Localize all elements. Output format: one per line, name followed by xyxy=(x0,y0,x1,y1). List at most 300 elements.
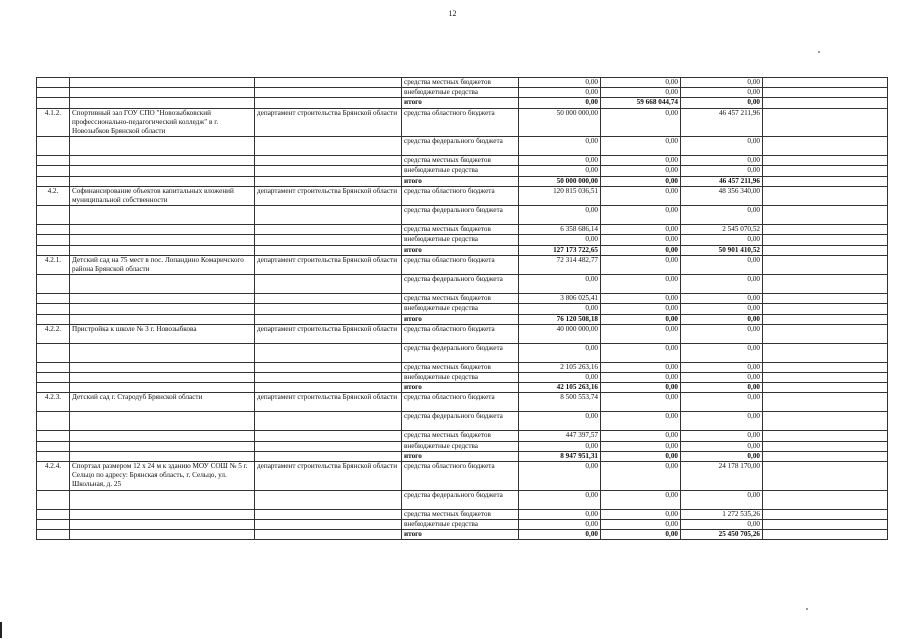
notes-cell xyxy=(763,462,888,491)
responsible-executor-cell xyxy=(255,362,402,372)
amount-year-2-cell: 0,00 xyxy=(601,490,681,509)
funding-source-cell: средства областного бюджета xyxy=(402,393,519,412)
amount-year-1-cell: 0,00 xyxy=(519,88,601,98)
object-name-cell xyxy=(70,509,255,519)
funding-source-cell: внебюджетные средства xyxy=(402,304,519,314)
amount-year-3-cell: 0,00 xyxy=(681,519,763,529)
table-row xyxy=(37,519,888,529)
table-row xyxy=(37,88,888,98)
amount-year-2-cell: 0,00 xyxy=(601,156,681,166)
funding-source-cell: средства федерального бюджета xyxy=(402,275,519,294)
amount-year-3-cell: 46 457 211,96 xyxy=(681,108,763,137)
responsible-executor-cell xyxy=(255,304,402,314)
amount-year-3-cell: 0,00 xyxy=(681,156,763,166)
table-row xyxy=(37,235,888,245)
table-row xyxy=(37,225,888,235)
amount-year-2-cell: 0,00 xyxy=(601,255,681,274)
table-row xyxy=(37,412,888,431)
amount-year-1-cell: 0,00 xyxy=(519,78,601,88)
funding-source-cell: внебюджетные средства xyxy=(402,166,519,176)
amount-year-1-cell: 447 397,57 xyxy=(519,431,601,441)
amount-year-3-cell: 0,00 xyxy=(681,393,763,412)
notes-cell xyxy=(763,156,888,166)
row-code-cell xyxy=(37,530,70,540)
funding-source-cell: средства областного бюджета xyxy=(402,255,519,274)
total-row xyxy=(37,176,888,186)
amount-year-2-cell: 0,00 xyxy=(601,245,681,255)
table-row xyxy=(37,441,888,451)
table-row xyxy=(37,373,888,383)
row-code-cell xyxy=(37,519,70,529)
amount-year-2-cell: 0,00 xyxy=(601,176,681,186)
amount-year-3-cell: 1 272 535,26 xyxy=(681,509,763,519)
amount-year-1-cell: 50 000 000,00 xyxy=(519,176,601,186)
row-code-cell xyxy=(37,225,70,235)
amount-year-3-cell: 0,00 xyxy=(681,383,763,393)
amount-year-2-cell: 0,00 xyxy=(601,324,681,343)
notes-cell xyxy=(763,304,888,314)
notes-cell xyxy=(763,78,888,88)
responsible-executor-cell xyxy=(255,343,402,362)
row-code-cell xyxy=(37,78,70,88)
notes-cell xyxy=(763,225,888,235)
amount-year-1-cell: 0,00 xyxy=(519,462,601,491)
amount-year-3-cell: 0,00 xyxy=(681,324,763,343)
notes-cell xyxy=(763,275,888,294)
row-code-cell xyxy=(37,490,70,509)
notes-cell xyxy=(763,393,888,412)
row-code-cell xyxy=(37,304,70,314)
amount-year-2-cell: 0,00 xyxy=(601,441,681,451)
total-row xyxy=(37,530,888,540)
notes-cell xyxy=(763,88,888,98)
row-code-cell xyxy=(37,431,70,441)
responsible-executor-cell xyxy=(255,78,402,88)
amount-year-1-cell: 3 806 025,41 xyxy=(519,294,601,304)
funding-source-cell: итого xyxy=(402,245,519,255)
amount-year-2-cell: 0,00 xyxy=(601,343,681,362)
object-name-cell: Детский сад г. Стародуб Брянской области xyxy=(70,393,255,412)
amount-year-3-cell: 0,00 xyxy=(681,431,763,441)
funding-source-cell: средства местных бюджетов xyxy=(402,509,519,519)
notes-cell xyxy=(763,166,888,176)
notes-cell xyxy=(763,98,888,108)
funding-source-cell: внебюджетные средства xyxy=(402,441,519,451)
row-code-cell: 4.2.4. xyxy=(37,462,70,491)
amount-year-3-cell: 0,00 xyxy=(681,412,763,431)
amount-year-1-cell: 0,00 xyxy=(519,509,601,519)
notes-cell xyxy=(763,451,888,461)
object-name-cell xyxy=(70,98,255,108)
row-code-cell: 4.2.2. xyxy=(37,324,70,343)
amount-year-3-cell: 0,00 xyxy=(681,78,763,88)
notes-cell xyxy=(763,362,888,372)
object-name-cell: Спортивный зал ГОУ СПО "Новозыбковский профессионально-педагогический колледж" в г. Новозыбков Брянской области xyxy=(70,108,255,137)
object-name-cell xyxy=(70,225,255,235)
amount-year-3-cell: 0,00 xyxy=(681,343,763,362)
row-code-cell: 4.2.3. xyxy=(37,393,70,412)
amount-year-1-cell: 40 000 000,00 xyxy=(519,324,601,343)
funding-source-cell: средства местных бюджетов xyxy=(402,294,519,304)
total-row xyxy=(37,314,888,324)
row-code-cell xyxy=(37,245,70,255)
responsible-executor-cell: департамент строительства Брянской области xyxy=(255,186,402,205)
amount-year-1-cell: 127 173 722,65 xyxy=(519,245,601,255)
funding-source-cell: итого xyxy=(402,530,519,540)
row-code-cell xyxy=(37,166,70,176)
table-row xyxy=(37,137,888,156)
amount-year-1-cell: 0,00 xyxy=(519,98,601,108)
responsible-executor-cell xyxy=(255,225,402,235)
row-code-cell xyxy=(37,98,70,108)
funding-source-cell: средства федерального бюджета xyxy=(402,490,519,509)
amount-year-2-cell: 0,00 xyxy=(601,451,681,461)
amount-year-2-cell: 0,00 xyxy=(601,393,681,412)
row-code-cell xyxy=(37,412,70,431)
row-code-cell xyxy=(37,343,70,362)
object-name-cell xyxy=(70,137,255,156)
object-name-cell xyxy=(70,78,255,88)
funding-source-cell: внебюджетные средства xyxy=(402,519,519,529)
amount-year-2-cell: 0,00 xyxy=(601,235,681,245)
amount-year-2-cell: 0,00 xyxy=(601,137,681,156)
amount-year-1-cell: 0,00 xyxy=(519,275,601,294)
row-code-cell xyxy=(37,314,70,324)
responsible-executor-cell xyxy=(255,431,402,441)
row-code-cell: 4.2. xyxy=(37,186,70,205)
amount-year-1-cell: 2 105 263,16 xyxy=(519,362,601,372)
row-code-cell xyxy=(37,509,70,519)
funding-source-cell: внебюджетные средства xyxy=(402,373,519,383)
responsible-executor-cell xyxy=(255,530,402,540)
responsible-executor-cell: департамент строительства Брянской области xyxy=(255,255,402,274)
responsible-executor-cell xyxy=(255,519,402,529)
row-code-cell: 4.1.2. xyxy=(37,108,70,137)
funding-source-cell: средства федерального бюджета xyxy=(402,412,519,431)
amount-year-3-cell: 0,00 xyxy=(681,275,763,294)
amount-year-2-cell: 0,00 xyxy=(601,294,681,304)
amount-year-3-cell: 0,00 xyxy=(681,137,763,156)
amount-year-1-cell: 120 815 036,51 xyxy=(519,186,601,205)
table-row xyxy=(37,362,888,372)
amount-year-1-cell: 0,00 xyxy=(519,156,601,166)
object-name-cell xyxy=(70,88,255,98)
notes-cell xyxy=(763,294,888,304)
amount-year-1-cell: 0,00 xyxy=(519,166,601,176)
table-row xyxy=(37,431,888,441)
responsible-executor-cell xyxy=(255,156,402,166)
funding-source-cell: средства местных бюджетов xyxy=(402,431,519,441)
table-row xyxy=(37,490,888,509)
row-code-cell xyxy=(37,294,70,304)
table-row xyxy=(37,275,888,294)
object-name-cell xyxy=(70,304,255,314)
scan-speck xyxy=(818,51,820,53)
amount-year-1-cell: 0,00 xyxy=(519,206,601,225)
amount-year-2-cell: 0,00 xyxy=(601,314,681,324)
amount-year-1-cell: 8 500 553,74 xyxy=(519,393,601,412)
responsible-executor-cell xyxy=(255,490,402,509)
notes-cell xyxy=(763,206,888,225)
object-name-cell: Детский сад на 75 мест в пос. Лопандино Комаричского района Брянской области xyxy=(70,255,255,274)
responsible-executor-cell xyxy=(255,206,402,225)
amount-year-2-cell: 59 668 044,74 xyxy=(601,98,681,108)
amount-year-1-cell: 0,00 xyxy=(519,412,601,431)
amount-year-2-cell: 0,00 xyxy=(601,88,681,98)
row-code-cell xyxy=(37,441,70,451)
notes-cell xyxy=(763,373,888,383)
amount-year-1-cell: 0,00 xyxy=(519,519,601,529)
responsible-executor-cell xyxy=(255,176,402,186)
amount-year-1-cell: 0,00 xyxy=(519,343,601,362)
table-row xyxy=(37,166,888,176)
table-row xyxy=(37,324,888,343)
responsible-executor-cell xyxy=(255,441,402,451)
object-name-cell: Спортзал размером 12 х 24 м к зданию МОУ СОШ № 5 г. Сельцо по адресу: Брянская область, г. Сельцо, ул. Школьная, д. 25 xyxy=(70,462,255,491)
row-code-cell xyxy=(37,373,70,383)
funding-source-cell: средства местных бюджетов xyxy=(402,156,519,166)
responsible-executor-cell: департамент строительства Брянской области xyxy=(255,393,402,412)
notes-cell xyxy=(763,255,888,274)
amount-year-1-cell: 0,00 xyxy=(519,530,601,540)
amount-year-1-cell: 50 000 000,00 xyxy=(519,108,601,137)
amount-year-3-cell: 24 178 170,00 xyxy=(681,462,763,491)
notes-cell xyxy=(763,490,888,509)
amount-year-3-cell: 0,00 xyxy=(681,490,763,509)
responsible-executor-cell xyxy=(255,383,402,393)
amount-year-2-cell: 0,00 xyxy=(601,383,681,393)
responsible-executor-cell xyxy=(255,275,402,294)
funding-source-cell: итого xyxy=(402,98,519,108)
funding-source-cell: средства федерального бюджета xyxy=(402,137,519,156)
responsible-executor-cell: департамент строительства Брянской области xyxy=(255,324,402,343)
amount-year-3-cell: 0,00 xyxy=(681,451,763,461)
responsible-executor-cell xyxy=(255,451,402,461)
amount-year-3-cell: 0,00 xyxy=(681,255,763,274)
amount-year-3-cell: 0,00 xyxy=(681,88,763,98)
funding-source-cell: средства местных бюджетов xyxy=(402,362,519,372)
responsible-executor-cell xyxy=(255,137,402,156)
responsible-executor-cell xyxy=(255,235,402,245)
notes-cell xyxy=(763,519,888,529)
amount-year-3-cell: 0,00 xyxy=(681,314,763,324)
table-row xyxy=(37,78,888,88)
amount-year-3-cell: 50 901 410,52 xyxy=(681,245,763,255)
funding-source-cell: средства областного бюджета xyxy=(402,108,519,137)
object-name-cell xyxy=(70,383,255,393)
notes-cell xyxy=(763,176,888,186)
amount-year-2-cell: 0,00 xyxy=(601,108,681,137)
notes-cell xyxy=(763,108,888,137)
notes-cell xyxy=(763,314,888,324)
responsible-executor-cell xyxy=(255,373,402,383)
budget-table xyxy=(36,77,888,540)
row-code-cell xyxy=(37,383,70,393)
funding-source-cell: итого xyxy=(402,176,519,186)
table-row xyxy=(37,393,888,412)
amount-year-1-cell: 6 358 686,14 xyxy=(519,225,601,235)
responsible-executor-cell xyxy=(255,509,402,519)
amount-year-3-cell: 0,00 xyxy=(681,362,763,372)
amount-year-1-cell: 8 947 951,31 xyxy=(519,451,601,461)
row-code-cell: 4.2.1. xyxy=(37,255,70,274)
amount-year-2-cell: 0,00 xyxy=(601,304,681,314)
funding-source-cell: средства федерального бюджета xyxy=(402,343,519,362)
object-name-cell xyxy=(70,314,255,324)
notes-cell xyxy=(763,343,888,362)
amount-year-3-cell: 2 545 070,52 xyxy=(681,225,763,235)
amount-year-3-cell: 0,00 xyxy=(681,294,763,304)
amount-year-2-cell: 0,00 xyxy=(601,519,681,529)
total-row xyxy=(37,383,888,393)
budget-table-body xyxy=(37,78,888,540)
object-name-cell xyxy=(70,275,255,294)
object-name-cell: Пристройка к школе № 3 г. Новозыбкова xyxy=(70,324,255,343)
object-name-cell xyxy=(70,373,255,383)
notes-cell xyxy=(763,441,888,451)
object-name-cell xyxy=(70,235,255,245)
scan-speck xyxy=(806,608,808,610)
notes-cell xyxy=(763,324,888,343)
notes-cell xyxy=(763,186,888,205)
funding-source-cell: средства областного бюджета xyxy=(402,186,519,205)
amount-year-2-cell: 0,00 xyxy=(601,362,681,372)
notes-cell xyxy=(763,509,888,519)
responsible-executor-cell xyxy=(255,166,402,176)
object-name-cell xyxy=(70,412,255,431)
total-row xyxy=(37,451,888,461)
amount-year-3-cell: 0,00 xyxy=(681,441,763,451)
amount-year-2-cell: 0,00 xyxy=(601,412,681,431)
row-code-cell xyxy=(37,451,70,461)
table-row xyxy=(37,304,888,314)
table-row xyxy=(37,343,888,362)
notes-cell xyxy=(763,235,888,245)
table-row xyxy=(37,462,888,491)
funding-source-cell: средства федерального бюджета xyxy=(402,206,519,225)
table-row xyxy=(37,186,888,205)
object-name-cell xyxy=(70,166,255,176)
scan-edge-mark xyxy=(0,622,2,638)
notes-cell xyxy=(763,530,888,540)
responsible-executor-cell: департамент строительства Брянской области xyxy=(255,108,402,137)
responsible-executor-cell xyxy=(255,98,402,108)
funding-source-cell: итого xyxy=(402,314,519,324)
notes-cell xyxy=(763,431,888,441)
amount-year-3-cell: 0,00 xyxy=(681,98,763,108)
amount-year-3-cell: 0,00 xyxy=(681,373,763,383)
amount-year-3-cell: 0,00 xyxy=(681,206,763,225)
funding-source-cell: внебюджетные средства xyxy=(402,88,519,98)
row-code-cell xyxy=(37,235,70,245)
notes-cell xyxy=(763,245,888,255)
object-name-cell xyxy=(70,176,255,186)
amount-year-3-cell: 0,00 xyxy=(681,166,763,176)
row-code-cell xyxy=(37,176,70,186)
object-name-cell xyxy=(70,294,255,304)
amount-year-3-cell: 46 457 211,96 xyxy=(681,176,763,186)
page-number: 12 xyxy=(448,9,457,18)
amount-year-1-cell: 42 105 263,16 xyxy=(519,383,601,393)
amount-year-1-cell: 0,00 xyxy=(519,137,601,156)
funding-source-cell: средства областного бюджета xyxy=(402,324,519,343)
responsible-executor-cell xyxy=(255,88,402,98)
funding-source-cell: средства местных бюджетов xyxy=(402,225,519,235)
object-name-cell xyxy=(70,490,255,509)
amount-year-3-cell: 0,00 xyxy=(681,235,763,245)
amount-year-1-cell: 0,00 xyxy=(519,304,601,314)
amount-year-1-cell: 0,00 xyxy=(519,373,601,383)
row-code-cell xyxy=(37,88,70,98)
amount-year-1-cell: 0,00 xyxy=(519,490,601,509)
responsible-executor-cell xyxy=(255,314,402,324)
amount-year-2-cell: 0,00 xyxy=(601,78,681,88)
object-name-cell: Софинансирование объектов капитальных вложений муниципальной собственности xyxy=(70,186,255,205)
object-name-cell xyxy=(70,530,255,540)
amount-year-2-cell: 0,00 xyxy=(601,431,681,441)
object-name-cell xyxy=(70,343,255,362)
object-name-cell xyxy=(70,206,255,225)
total-row xyxy=(37,245,888,255)
notes-cell xyxy=(763,137,888,156)
responsible-executor-cell xyxy=(255,412,402,431)
funding-source-cell: внебюджетные средства xyxy=(402,235,519,245)
amount-year-2-cell: 0,00 xyxy=(601,462,681,491)
object-name-cell xyxy=(70,245,255,255)
object-name-cell xyxy=(70,156,255,166)
amount-year-1-cell: 0,00 xyxy=(519,441,601,451)
object-name-cell xyxy=(70,431,255,441)
object-name-cell xyxy=(70,451,255,461)
row-code-cell xyxy=(37,156,70,166)
amount-year-1-cell: 0,00 xyxy=(519,235,601,245)
table-row xyxy=(37,509,888,519)
funding-source-cell: средства местных бюджетов xyxy=(402,78,519,88)
amount-year-2-cell: 0,00 xyxy=(601,225,681,235)
table-row xyxy=(37,294,888,304)
amount-year-3-cell: 25 450 705,26 xyxy=(681,530,763,540)
amount-year-2-cell: 0,00 xyxy=(601,530,681,540)
funding-source-cell: итого xyxy=(402,383,519,393)
table-row xyxy=(37,108,888,137)
amount-year-1-cell: 76 120 508,18 xyxy=(519,314,601,324)
notes-cell xyxy=(763,412,888,431)
amount-year-2-cell: 0,00 xyxy=(601,166,681,176)
table-row xyxy=(37,206,888,225)
amount-year-3-cell: 48 356 340,00 xyxy=(681,186,763,205)
object-name-cell xyxy=(70,519,255,529)
responsible-executor-cell xyxy=(255,294,402,304)
object-name-cell xyxy=(70,441,255,451)
amount-year-2-cell: 0,00 xyxy=(601,509,681,519)
funding-source-cell: итого xyxy=(402,451,519,461)
responsible-executor-cell: департамент строительства Брянской области xyxy=(255,462,402,491)
amount-year-2-cell: 0,00 xyxy=(601,373,681,383)
amount-year-2-cell: 0,00 xyxy=(601,275,681,294)
total-row xyxy=(37,98,888,108)
table-row xyxy=(37,156,888,166)
row-code-cell xyxy=(37,275,70,294)
object-name-cell xyxy=(70,362,255,372)
notes-cell xyxy=(763,383,888,393)
responsible-executor-cell xyxy=(255,245,402,255)
amount-year-3-cell: 0,00 xyxy=(681,304,763,314)
amount-year-1-cell: 72 314 482,77 xyxy=(519,255,601,274)
table-row xyxy=(37,255,888,274)
funding-source-cell: средства областного бюджета xyxy=(402,462,519,491)
row-code-cell xyxy=(37,137,70,156)
row-code-cell xyxy=(37,206,70,225)
